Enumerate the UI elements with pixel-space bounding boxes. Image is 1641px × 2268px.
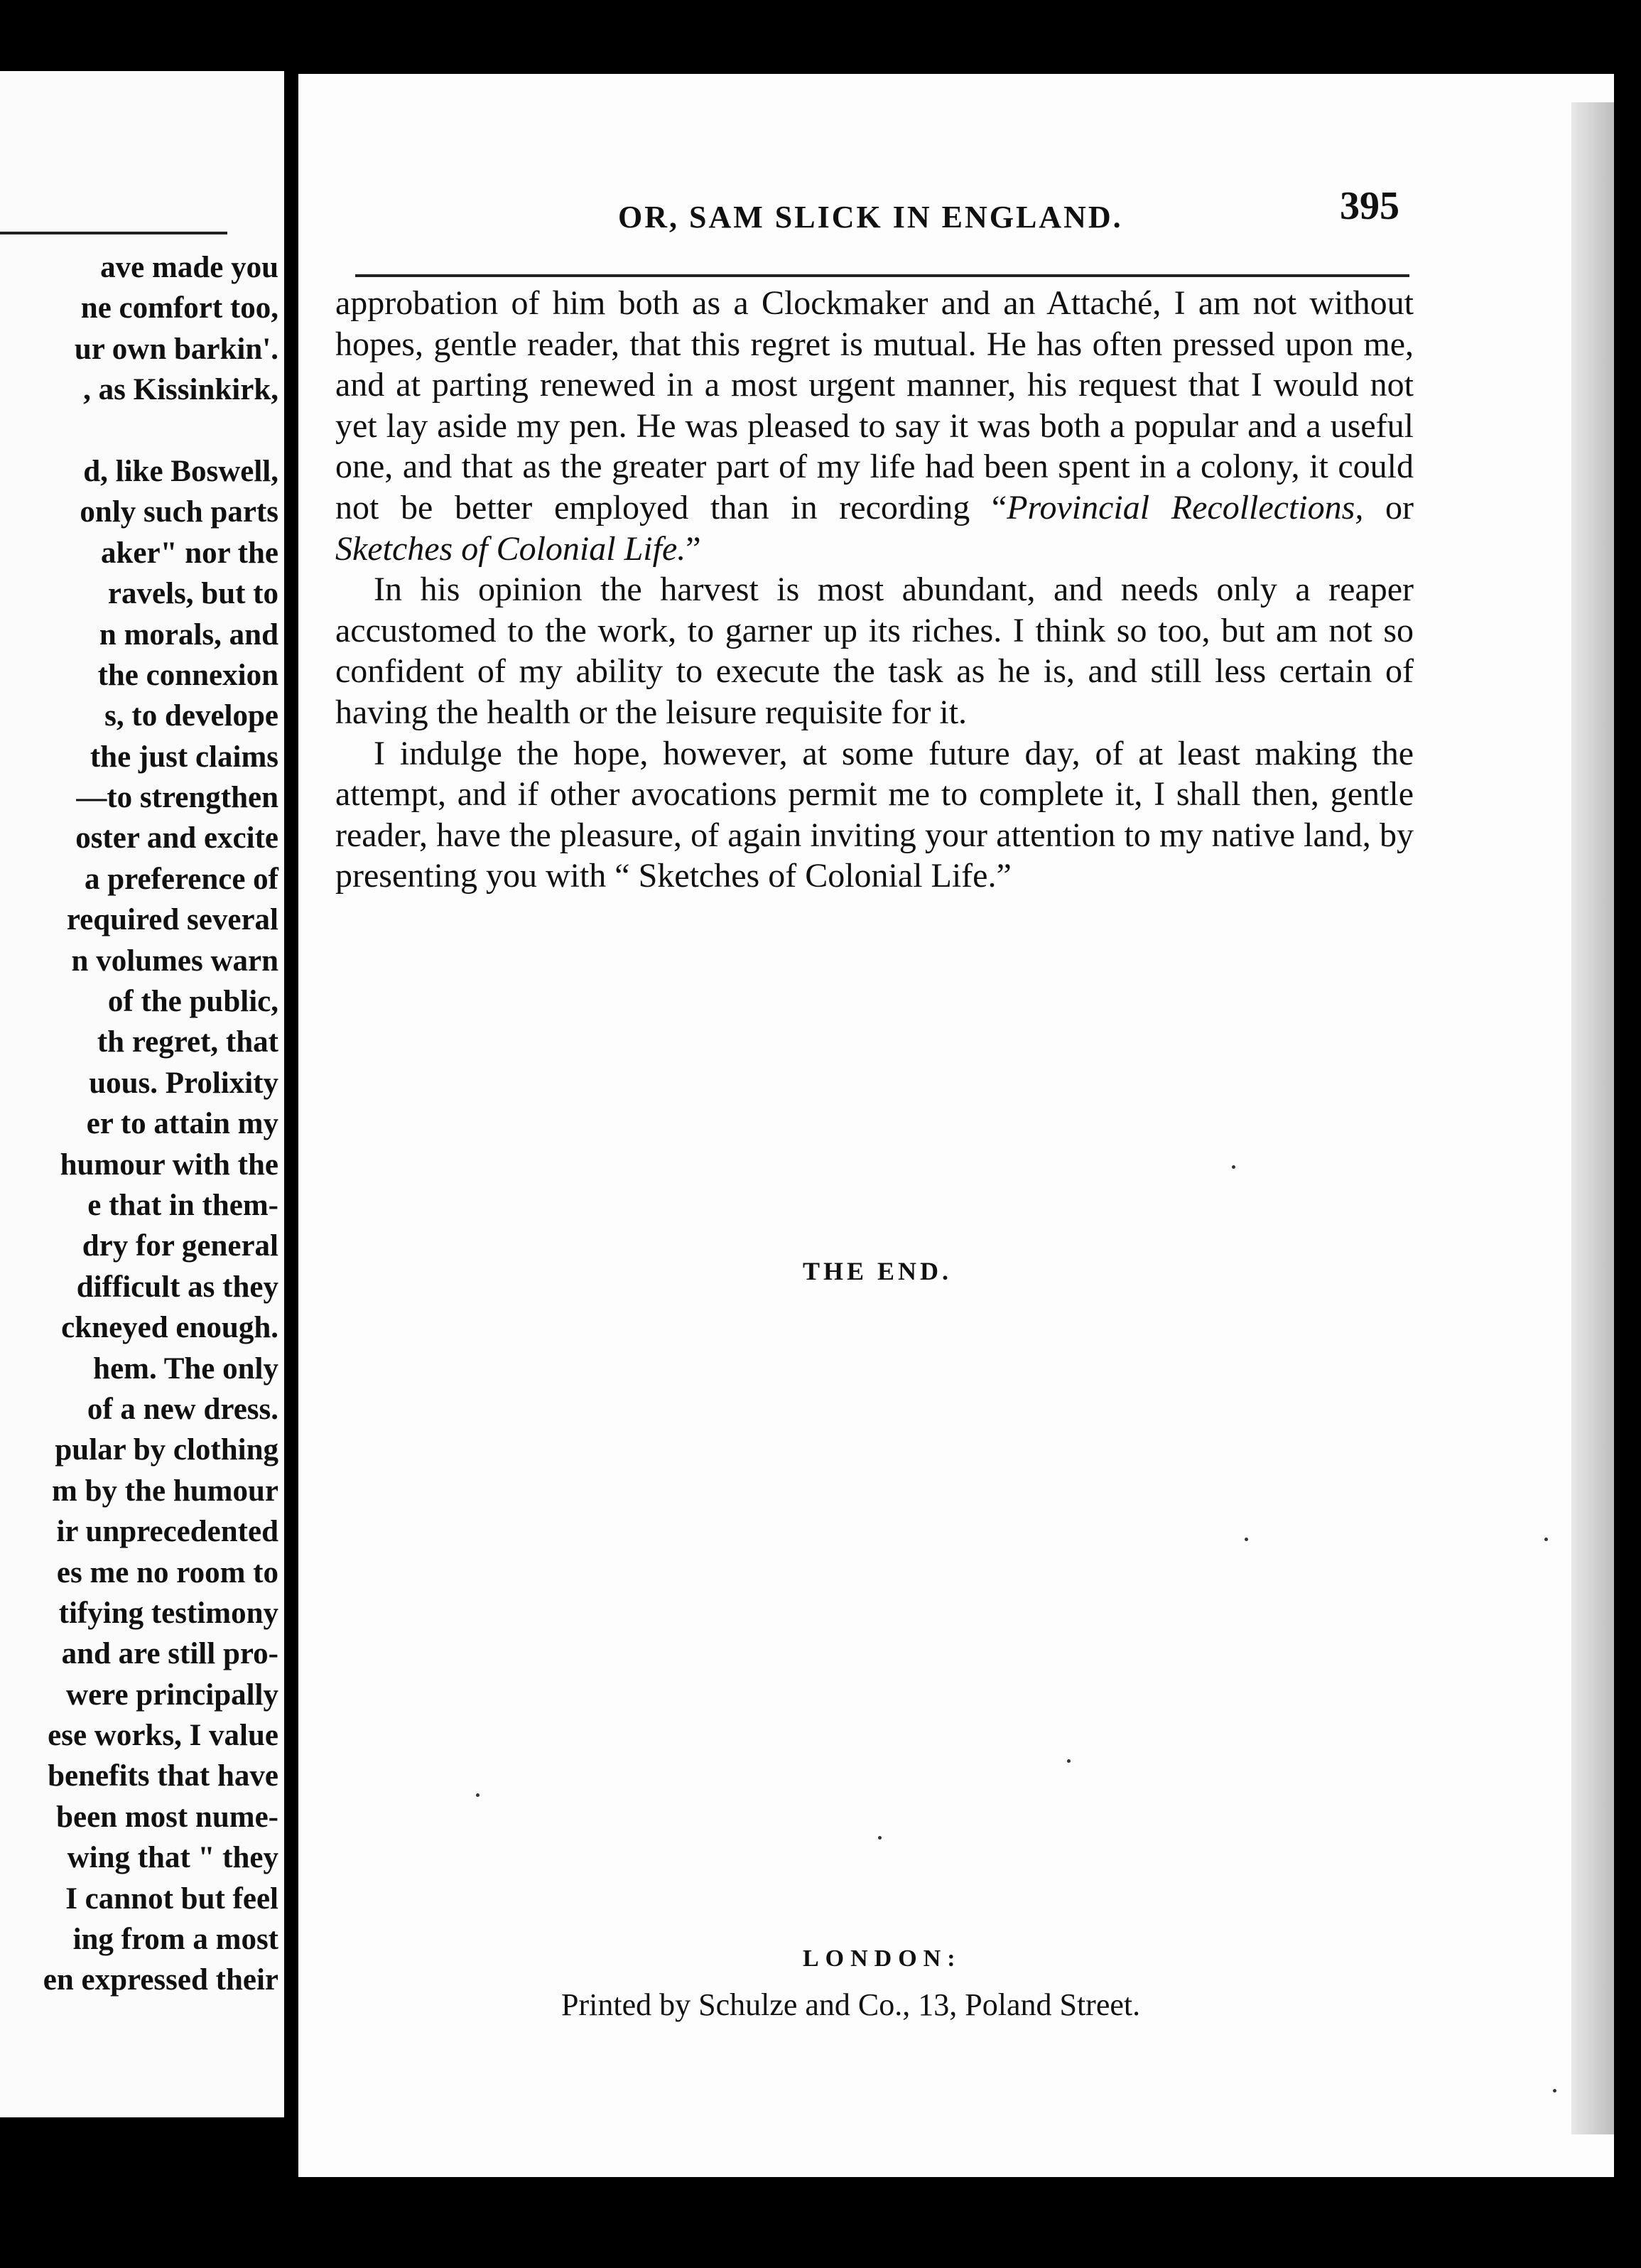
paper-speck (1544, 1538, 1548, 1541)
left-page-line: dry for general (82, 1229, 278, 1263)
left-facing-page (0, 71, 284, 2117)
paragraph-1-italic-title-1: Provincial Recollections, (1007, 488, 1364, 526)
left-page-line: the just claims (90, 740, 278, 774)
left-page-line: of the public, (107, 985, 278, 1019)
left-page-line: a preference of (84, 862, 278, 896)
running-head: OR, SAM SLICK IN ENGLAND. (618, 200, 1123, 234)
left-page-line: ne comfort too, (80, 291, 278, 325)
page-edge-shadow (1571, 102, 1614, 2134)
left-page-head-rule (0, 232, 227, 234)
paper-speck (1553, 2089, 1556, 2092)
left-page-line: ravels, but to (107, 577, 278, 611)
left-page-line: n morals, and (99, 617, 278, 652)
left-page-line: oster and excite (75, 821, 278, 855)
right-page (298, 74, 1614, 2177)
the-end-heading: THE END. (803, 1257, 953, 1285)
paper-speck (476, 1793, 480, 1797)
paragraph-1-italic-title-2: Sketches of Colonial Life. (335, 529, 686, 568)
left-page-line: uous. Prolixity (89, 1066, 278, 1100)
left-page-line: n volumes warn (71, 944, 278, 978)
left-page-line: es me no room to (56, 1555, 278, 1589)
paragraph-2: In his opinion the harvest is most abundant, and needs only a reaper accustomed to the work, to garner up its riches. I think so too, but am not so confident of my ability to execute the task as he is, and still less certain of having the health or the leisure requisite for it. (335, 571, 1414, 731)
left-page-line: I cannot but feel (65, 1881, 278, 1916)
left-page-line: of a new dress. (87, 1392, 278, 1426)
left-page-line: s, to develope (104, 699, 278, 733)
left-page-line: required several (66, 903, 278, 937)
left-page-line: th regret, that (97, 1025, 278, 1059)
left-page-line: ur own barkin'. (74, 332, 278, 366)
left-page-line (0, 411, 278, 451)
paragraph-3: I indulge the hope, however, at some future day, of at least making the attempt, and if other avocations permit me to complete it, I shall then, gentle reader, have the pleasure, of again inviting your attention to my native land, by presenting you with “ Sketches of Colonial Life.” (335, 734, 1414, 895)
left-page-line: difficult as they (76, 1270, 278, 1304)
left-page-line: ave made you (100, 251, 278, 284)
left-page-line: been most nume- (56, 1800, 278, 1834)
paper-speck (1067, 1759, 1071, 1763)
left-page-line: ing from a most (72, 1923, 278, 1957)
left-page-line: ir unprecedented (56, 1515, 278, 1549)
left-page-line: were principally (66, 1678, 278, 1712)
left-page-line: m by the humour (52, 1474, 278, 1508)
left-page-line: and are still pro- (61, 1637, 278, 1671)
left-page-line: pular by clothing (55, 1433, 278, 1467)
paragraph-1 (335, 283, 1414, 569)
body-text (335, 283, 1414, 897)
left-page-text (0, 247, 278, 2001)
imprint-printer: Printed by Schulze and Co., 13, Poland Street. (561, 1987, 1141, 2022)
left-page-line: hem. The only (93, 1351, 278, 1386)
left-page-line: benefits that have (48, 1759, 278, 1793)
paragraph-1-closing-quote: ” (686, 529, 701, 568)
paragraph-1-connector: or (1363, 488, 1414, 526)
left-page-line: aker" nor the (100, 536, 278, 570)
paper-speck (878, 1836, 882, 1840)
left-page-line: the connexion (97, 658, 278, 692)
left-page-line: , as Kissinkirk, (83, 373, 278, 407)
paragraph-1-text: approbation of him both as a Clockmaker and an Attaché, I am not without hopes, gentle reader, that this regret is mutual. He has often pressed upon me, and at parting renewed in a most urgent manner, his request that I would not yet lay aside my pen. He was pleased to say it was both a popular and a useful one, and that as the greater part of my life had been spent in a colony, it could not be better employed than in recording “ (335, 284, 1414, 526)
head-rule (355, 274, 1409, 277)
imprint-place: LONDON: (803, 1945, 962, 1972)
left-page-line: tifying testimony (58, 1596, 278, 1630)
paper-speck (1232, 1165, 1235, 1169)
page-number: 395 (1340, 184, 1399, 228)
left-page-line: d, like Boswell, (83, 454, 278, 488)
left-page-line: humour with the (60, 1148, 278, 1182)
paper-speck (1245, 1538, 1248, 1541)
left-page-line: —to strengthen (76, 781, 278, 815)
left-page-line: ckneyed enough. (61, 1311, 278, 1345)
left-page-line: er to attain my (86, 1107, 278, 1141)
left-page-line: ese works, I value (48, 1719, 278, 1753)
left-page-line: en expressed their (43, 1963, 278, 1997)
left-page-line: e that in them- (87, 1188, 278, 1222)
left-page-line: only such parts (80, 495, 278, 529)
left-page-line: wing that " they (67, 1841, 278, 1875)
